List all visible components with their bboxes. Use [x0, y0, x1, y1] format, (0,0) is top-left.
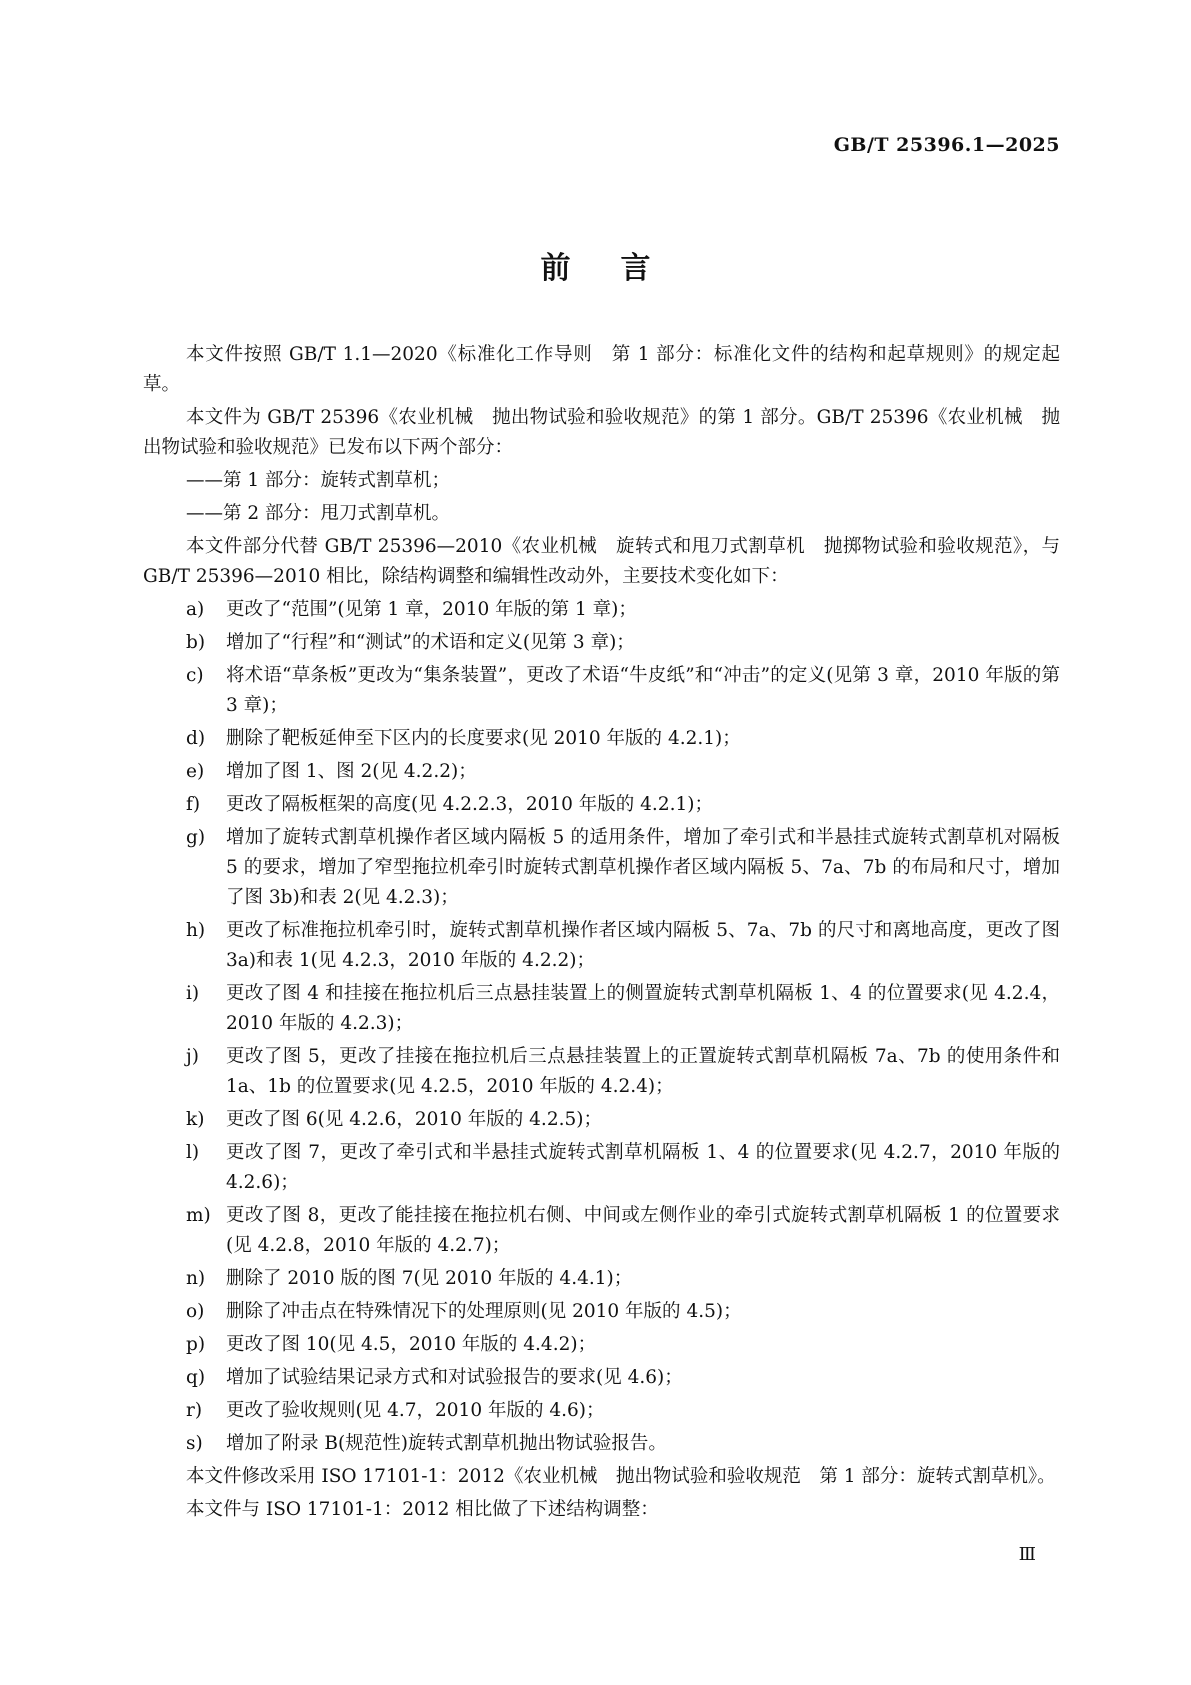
change-item — [143, 1138, 1060, 1198]
change-item — [143, 1330, 1060, 1360]
intro-paragraph: 本文件按照 GB/T 1.1—2020《标准化工作导则 第 1 部分：标准化文件的结构和起草规则》的规定起草。 — [143, 344, 1060, 395]
change-item-letter: f) — [186, 794, 201, 815]
change-item-letter: k) — [186, 1109, 205, 1130]
change-item-text: 更改了图 7，更改了牵引式和半悬挂式旋转式割草机隔板 1、4 的位置要求(见 4.2.7，2010 年版的 4.2.6)； — [226, 1142, 1060, 1193]
change-item — [143, 724, 1060, 754]
change-item-text: 增加了图 1、图 2(见 4.2.2)； — [226, 761, 477, 782]
change-item-letter: s) — [186, 1433, 203, 1454]
change-item — [143, 1297, 1060, 1327]
change-item-text: 更改了标准拖拉机牵引时，旋转式割草机操作者区域内隔板 5、7a、7b 的尺寸和离地高度，更改了图 3a)和表 1(见 4.2.3，2010 年版的 4.2.2)； — [226, 920, 1060, 971]
change-item — [143, 1264, 1060, 1294]
replacement-paragraph: 本文件部分代替 GB/T 25396—2010《农业机械 旋转式和甩刀式割草机 抛掷物试验和验收规范》，与 GB/T 25396—2010 相比，除结构调整和编辑性改动外，主要技术变化如下： — [143, 536, 1060, 587]
change-item-letter: q) — [186, 1367, 206, 1388]
change-item-text: 删除了冲击点在特殊情况下的处理原则(见 2010 年版的 4.5)； — [226, 1301, 742, 1322]
change-item — [143, 1429, 1060, 1459]
change-item-text: 更改了图 10(见 4.5，2010 年版的 4.4.2)； — [226, 1334, 597, 1355]
technical-changes-list — [143, 595, 1060, 1459]
change-item-text: 增加了试验结果记录方式和对试验报告的要求(见 4.6)； — [226, 1367, 683, 1388]
change-item-letter: b) — [186, 632, 206, 653]
change-item-letter: l) — [186, 1142, 200, 1163]
change-item-text: 增加了“行程”和“测试”的术语和定义(见第 3 章)； — [226, 632, 635, 653]
change-item — [143, 595, 1060, 625]
change-item-letter: e) — [186, 761, 205, 782]
change-item — [143, 1105, 1060, 1135]
change-item-text: 更改了隔板框架的高度(见 4.2.2.3，2010 年版的 4.2.1)； — [226, 794, 713, 815]
change-item-letter: p) — [186, 1334, 206, 1355]
part-list-item: ——第 1 部分：旋转式割草机； — [186, 470, 451, 491]
change-item — [143, 1363, 1060, 1393]
change-item-letter: i) — [186, 983, 200, 1004]
change-item-letter: g) — [186, 827, 206, 848]
change-item — [143, 979, 1060, 1039]
change-item — [143, 757, 1060, 787]
change-item-letter: h) — [186, 920, 206, 941]
change-item — [143, 916, 1060, 976]
change-item-letter: c) — [186, 665, 204, 686]
intro-paragraph: 本文件为 GB/T 25396《农业机械 抛出物试验和验收规范》的第 1 部分。GB/T 25396《农业机械 抛出物试验和验收规范》已发布以下两个部分： — [143, 407, 1060, 458]
adoption-paragraph: 本文件修改采用 ISO 17101-1：2012《农业机械 抛出物试验和验收规范 第 1 部分：旋转式割草机》。 — [186, 1466, 1056, 1487]
change-item-letter: r) — [186, 1400, 203, 1421]
change-item — [143, 790, 1060, 820]
change-item-letter: d) — [186, 728, 206, 749]
change-item-text: 删除了靶板延伸至下区内的长度要求(见 2010 年版的 4.2.1)； — [226, 728, 741, 749]
change-item-text: 将术语“草条板”更改为“集条装置”，更改了术语“牛皮纸”和“冲击”的定义(见第 3 章，2010 年版的第 3 章)； — [226, 665, 1060, 716]
change-item — [143, 1042, 1060, 1102]
change-item — [143, 628, 1060, 658]
change-item-letter: j) — [186, 1046, 199, 1067]
change-item-text: 增加了附录 B(规范性)旋转式割草机抛出物试验报告。 — [226, 1433, 667, 1454]
change-item-text: 增加了旋转式割草机操作者区域内隔板 5 的适用条件，增加了牵引式和半悬挂式旋转式割草机对隔板 5 的要求，增加了窄型拖拉机牵引时旋转式割草机操作者区域内隔板 5、7a、7b 的布局和尺寸，增加了图 3b)和表 2(见 4.2.3)； — [226, 827, 1060, 908]
document-body — [143, 340, 1060, 1528]
change-item-letter: o) — [186, 1301, 205, 1322]
change-item — [143, 661, 1060, 721]
change-item-letter: m) — [186, 1205, 211, 1226]
page-title: 前言 — [540, 251, 701, 286]
change-item — [143, 823, 1060, 913]
part-list-item: ——第 2 部分：甩刀式割草机。 — [186, 503, 451, 524]
change-item-text: 更改了验收规则(见 4.7，2010 年版的 4.6)； — [226, 1400, 605, 1421]
change-item-letter: n) — [186, 1268, 206, 1289]
change-item-text: 更改了图 4 和挂接在拖拉机后三点悬挂装置上的侧置旋转式割草机隔板 1、4 的位置要求(见 4.2.4，2010 年版的 4.2.3)； — [226, 983, 1060, 1034]
page-number: Ⅲ — [1018, 1544, 1036, 1565]
change-item-text: 删除了 2010 版的图 7(见 2010 年版的 4.4.1)； — [226, 1268, 633, 1289]
change-item-text: 更改了图 5，更改了挂接在拖拉机后三点悬挂装置上的正置旋转式割草机隔板 7a、7b 的使用条件和 1a、1b 的位置要求(见 4.2.5，2010 年版的 4.2.4)； — [226, 1046, 1060, 1097]
change-item-text: 更改了“范围”(见第 1 章，2010 年版的第 1 章)； — [226, 599, 637, 620]
standard-code: GB/T 25396.1—2025 — [833, 134, 1060, 156]
change-item-text: 更改了图 6(见 4.2.6，2010 年版的 4.2.5)； — [226, 1109, 602, 1130]
change-item — [143, 1201, 1060, 1261]
change-item — [143, 1396, 1060, 1426]
change-item-text: 更改了图 8，更改了能挂接在拖拉机右侧、中间或左侧作业的牵引式旋转式割草机隔板 1 的位置要求(见 4.2.8，2010 年版的 4.2.7)； — [226, 1205, 1060, 1256]
structure-paragraph: 本文件与 ISO 17101-1：2012 相比做了下述结构调整： — [186, 1499, 659, 1520]
change-item-letter: a) — [186, 599, 205, 620]
